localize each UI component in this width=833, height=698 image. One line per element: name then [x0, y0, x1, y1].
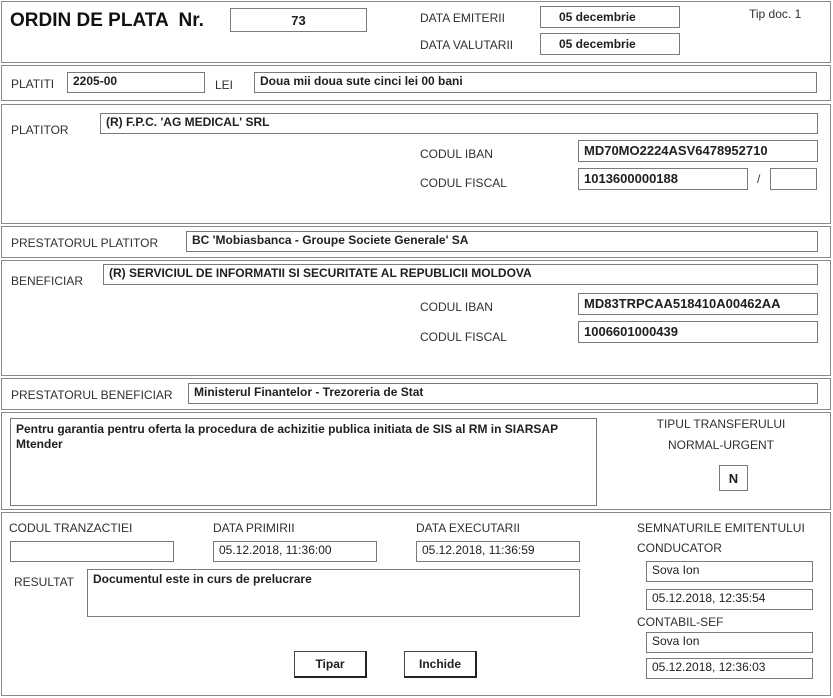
platitor-iban-field[interactable]: MD70MO2224ASV6478952710 — [578, 140, 818, 162]
platitor-fiscal-field[interactable]: 1013600000188 — [578, 168, 748, 190]
data-executarii-field[interactable]: 05.12.2018, 11:36:59 — [416, 541, 580, 562]
data-primirii-field[interactable]: 05.12.2018, 11:36:00 — [213, 541, 377, 562]
rezultat-label: RESULTAT — [14, 575, 75, 589]
data-emiterii-label: DATA EMITERII — [420, 11, 505, 25]
payment-purpose-field[interactable]: Pentru garantia pentru oferta la procedura de achizitie publica initiata de SIS al RM in SIARSAP Mtender — [10, 418, 597, 506]
platiti-label: PLATITI — [11, 77, 55, 91]
transfer-type-label: TIPUL TRANSFERULUI — [656, 417, 786, 431]
platitor-name-field[interactable]: (R) F.P.C. 'AG MEDICAL' SRL — [100, 113, 818, 134]
fiscal-separator: / — [757, 172, 761, 186]
rezultat-field[interactable]: Documentul este in curs de prelucrare — [87, 569, 580, 617]
data-valutarii-field[interactable]: 05 decembrie — [540, 33, 680, 55]
platitor-fiscal-extra-field[interactable] — [770, 168, 817, 190]
prestator-platitor-field[interactable]: BC 'Mobiasbanca - Groupe Societe Generale' SA — [186, 231, 818, 252]
beneficiar-fiscal-field[interactable]: 1006601000439 — [578, 321, 818, 343]
data-valutarii-label: DATA VALUTARII — [420, 38, 514, 52]
prestator-platitor-label: PRESTATORUL PLATITOR — [11, 236, 159, 250]
print-button[interactable]: Tipar — [294, 651, 367, 678]
beneficiar-iban-label: CODUL IBAN — [420, 300, 493, 314]
amount-field[interactable]: 2205-00 — [67, 72, 205, 93]
close-button[interactable]: Inchide — [404, 651, 477, 678]
platitor-label: PLATITOR — [11, 123, 69, 137]
cod-tranzactiei-label: CODUL TRANZACTIEI — [9, 521, 133, 535]
cod-tranzactiei-field[interactable] — [10, 541, 174, 562]
data-primirii-label: DATA PRIMIRII — [213, 521, 295, 535]
prestator-beneficiar-label: PRESTATORUL BENEFICIAR — [11, 388, 173, 402]
conducator-time-field[interactable]: 05.12.2018, 12:35:54 — [646, 589, 813, 610]
order-number-field[interactable]: 73 — [230, 8, 367, 32]
transfer-type-field[interactable]: N — [719, 465, 748, 491]
platitor-iban-label: CODUL IBAN — [420, 147, 493, 161]
beneficiar-fiscal-label: CODUL FISCAL — [420, 330, 507, 344]
data-emiterii-field[interactable]: 05 decembrie — [540, 6, 680, 28]
contabil-label: CONTABIL-SEF — [637, 615, 724, 629]
tip-doc-label: Tip doc. 1 — [749, 7, 802, 21]
beneficiar-name-field[interactable]: (R) SERVICIUL DE INFORMATII SI SECURITATE AL REPUBLICII MOLDOVA — [103, 264, 818, 285]
transfer-type-sublabel: NORMAL-URGENT — [667, 438, 774, 452]
conducator-label: CONDUCATOR — [637, 541, 722, 555]
contabil-time-field[interactable]: 05.12.2018, 12:36:03 — [646, 658, 813, 679]
currency-label: LEI — [215, 78, 234, 92]
data-executarii-label: DATA EXECUTARII — [416, 521, 521, 535]
page-title: ORDIN DE PLATA Nr. — [10, 10, 204, 31]
semnaturi-label: SEMNATURILE EMITENTULUI — [637, 521, 805, 535]
platitor-fiscal-label: CODUL FISCAL — [420, 176, 507, 190]
conducator-name-field[interactable]: Sova Ion — [646, 561, 813, 582]
prestator-beneficiar-field[interactable]: Ministerul Finantelor - Trezoreria de Stat — [188, 383, 818, 404]
beneficiar-label: BENEFICIAR — [11, 274, 84, 288]
beneficiar-iban-field[interactable]: MD83TRPCAA518410A00462AA — [578, 293, 818, 315]
contabil-name-field[interactable]: Sova Ion — [646, 632, 813, 653]
amount-words-field[interactable]: Doua mii doua sute cinci lei 00 bani — [254, 72, 817, 93]
